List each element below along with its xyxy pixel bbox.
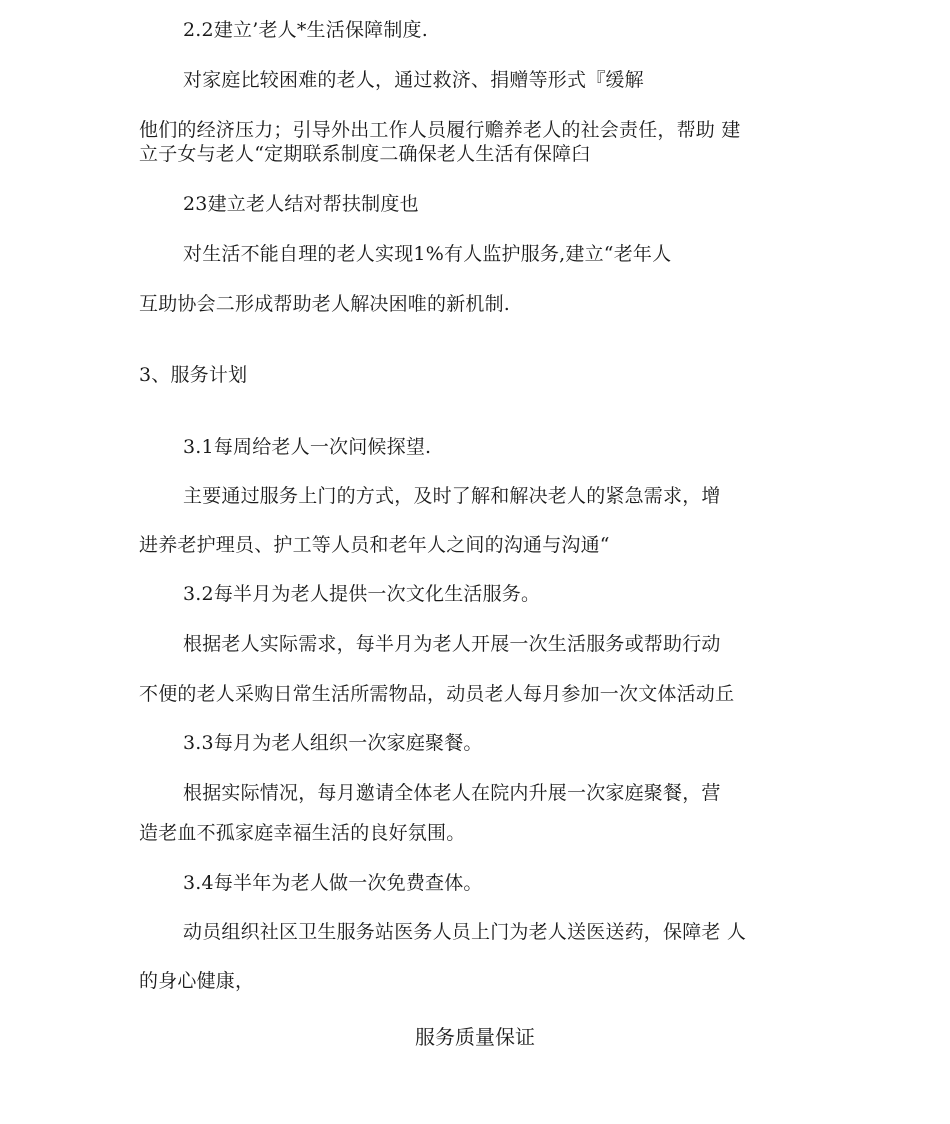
paragraph-line: 对生活不能自理的老人实现1%有人监护服务,建立“老年人 [183,243,672,265]
section-heading-3: 3、服务计划 [139,364,248,386]
subheading-2-3: 23建立老人结对帮扶制度也 [183,193,419,215]
paragraph-line: 根据实际情况，每月邀请全体老人在院内升展一次家庭聚餐，营 [183,782,721,804]
paragraph-line: 进养老护理员、护工等人员和老年人之间的沟通与沟通“ [139,534,610,556]
paragraph-line: 不便的老人采购日常生活所需物品，动员老人每月参加一次文体活动丘 [139,683,735,705]
paragraph-line: 主要通过服务上门的方式，及时了解和解决老人的紧急需求，增 [183,485,721,507]
paragraph-line: 他们的经济压力；引导外出工作人员履行赡养老人的社会责任，帮助 建 [139,119,741,141]
paragraph-line: 根据老人实际需求，每半月为老人开展一次生活服务或帮助行动 [183,633,721,655]
subheading-3-4: 3.4每半年为老人做一次免费查体。 [183,872,483,894]
paragraph-line: 立子女与老人“定期联系制度二确保老人生活有保障臼 [139,143,591,165]
paragraph-line: 对家庭比较困难的老人，通过救济、捐赠等形式『缓解 [183,69,644,91]
paragraph-line: 动员组织社区卫生服务站医务人员上门为老人送医送药，保障老 人 [183,921,747,943]
subheading-3-3: 3.3每月为老人组织一次家庭聚餐。 [183,732,483,754]
section-title-quality: 服务质量保证 [415,1025,535,1049]
paragraph-line: 互助协会二形成帮助老人解决困唯的新机制. [139,293,511,315]
subheading-2-2: 2.2建立’老人*生活保障制度. [183,19,428,41]
paragraph-line: 造老血不孤家庭幸福生活的良好氛围。 [139,822,466,844]
subheading-3-1: 3.1每周给老人一次问候探望. [183,436,432,458]
paragraph-line: 的身心健康， [139,970,255,992]
subheading-3-2: 3.2每半月为老人提供一次文化生活服务。 [183,583,541,605]
